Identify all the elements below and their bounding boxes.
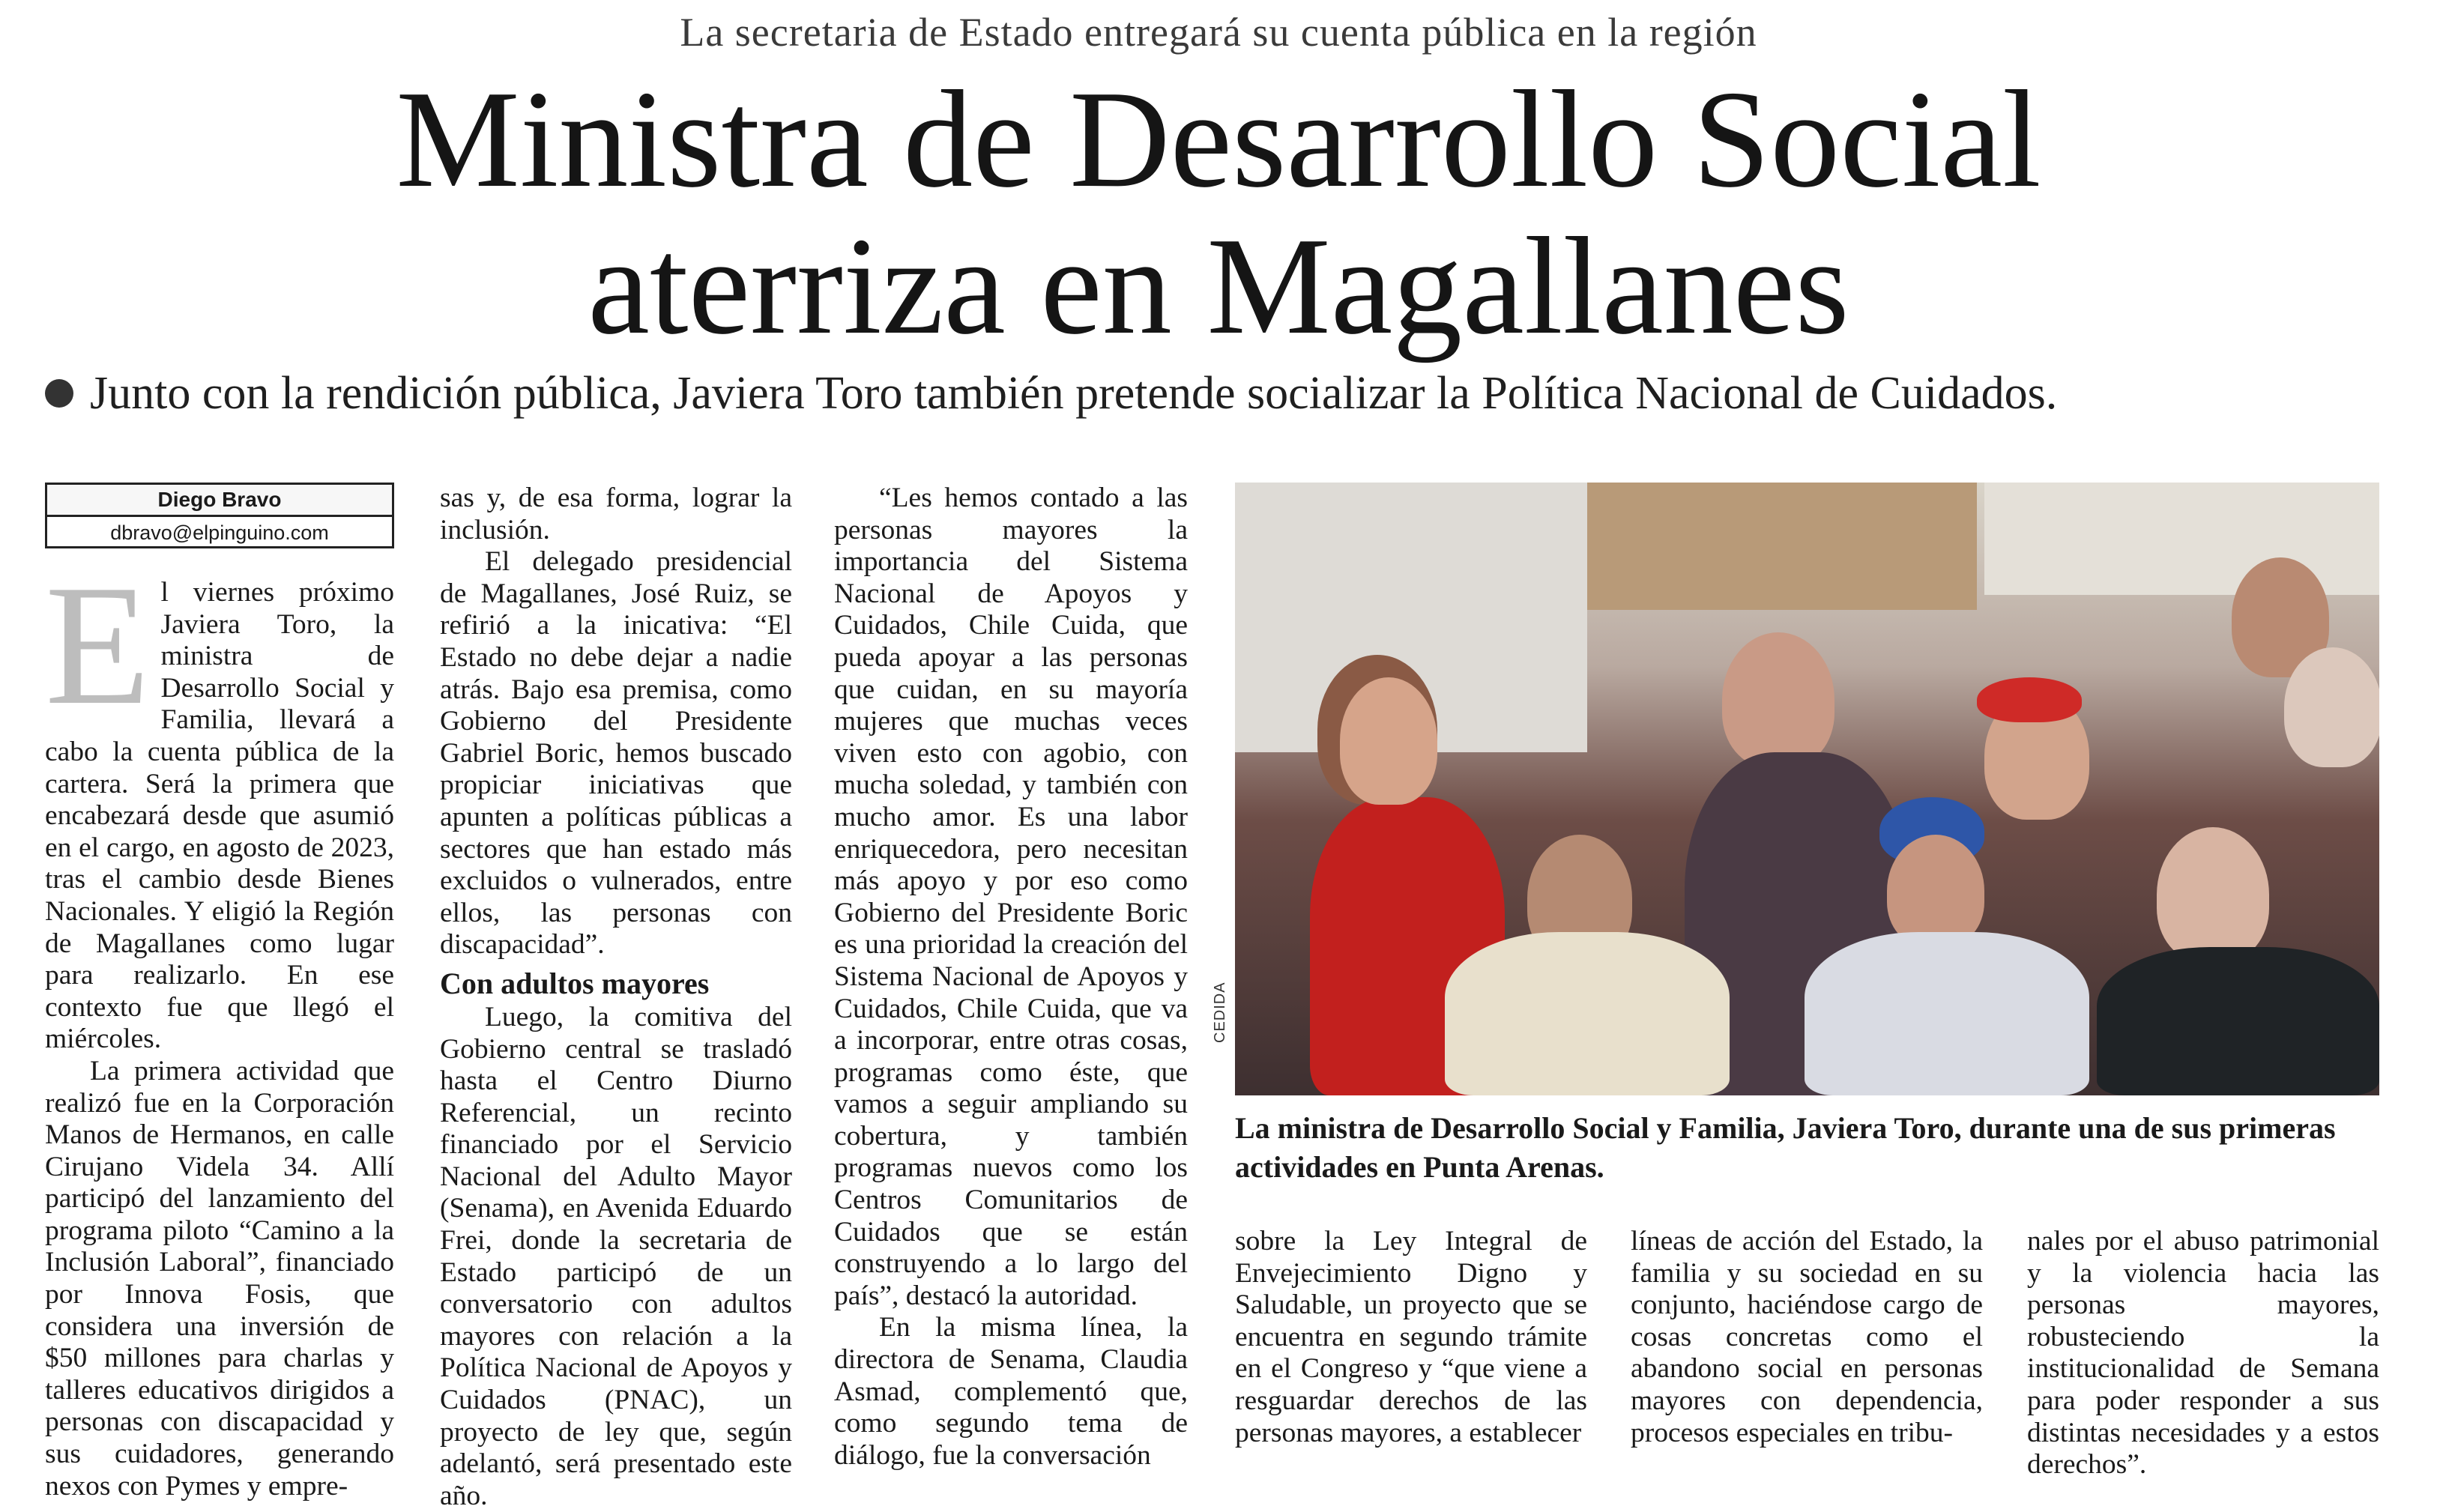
photo-caption: La ministra de Desarrollo Social y Familia, Javiera Toro, durante una de sus primeras actividades en Punta Arenas. [1235,1111,2336,1184]
kicker: La secretaria de Estado entregará su cuenta pública en la región [680,10,1757,55]
dek-text: Junto con la rendición pública, Javiera Toro también pretende socializar la Política Nacional de Cuidados. [90,368,2058,419]
paragraph: nales por el abuso patrimonial y la violencia hacia las personas mayores, robusteciendo la institucionalidad de Semana para poder responder a sus distintas necesidades y a estos derechos”. [2027,1226,2379,1481]
photo-window [1984,483,2379,595]
byline-email[interactable]: dbravo@elpinguino.com [110,521,329,544]
subheading: Con adultos mayores [440,966,710,1000]
article-column-3 [834,483,1188,1472]
article-column-2 [440,483,792,1512]
paragraph-text: l viernes próximo Javiera Toro, la ministra de Desarrollo Social y Familia, llevará a cabo la cuenta pública de la cartera. Será la primera que encabezará desde que asumió en el cargo, en agosto de 2023, tras el cambio desde Bienes Nacionales. Y eligió la Región de Magallanes como lugar para realizarlo. En ese contexto fue que llegó el miércoles. [45,577,394,1055]
headline [0,62,2437,363]
article-column-4 [1235,1226,1587,1449]
photo-person [2097,947,2379,1095]
paragraph: El delegado presidencial de Magallanes, José Ruiz, se refirió a la inicativa: “El Estado no debe dejar a nadie atrás. Bajo esa premisa, como Gobierno del Presidente Gabriel Boric, hemos buscado propiciar iniciativas que apunten a políticas públicas a sectores que han estado más excluidos o vulnerados, entre ellos, las personas con discapacidad”. [440,546,792,961]
paragraph: líneas de acción del Estado, la familia y su sociedad en su conjunto, haciéndose cargo de cosas concretas como el abandono social en personas mayores con dependencia, procesos especiales en tribu- [1631,1226,1983,1448]
paragraph: La primera actividad que realizó fue en la Corporación Manos de Hermanos, en calle Cirujano Videla 34. Allí participó del lanzamiento del programa piloto “Camino a la Inclusión Laboral”, financiado por Innova Fosis, que considera una inversión de $50 millones para charlas y talleres educativos dirigidos a personas con discapacidad y sus cuidadores, generando nexos con Pymes y empre- [45,1055,394,1502]
paragraph: Luego, la comitiva del Gobierno central se trasladó hasta el Centro Diurno Referencial, un recinto financiado por el Servicio Nacional del Adulto Mayor (Senama), en Avenida Eduardo Frei, donde la secretaria de Estado participó de un conversatorio con adultos mayores con relación a la Política Nacional de Apoyos y Cuidados (PNAC), un proyecto de ley que, según adelantó, será presentado este año. [440,1001,792,1511]
photo-person [1445,932,1730,1095]
photo-person [1887,835,1984,947]
headline-line-2: aterriza en Magallanes [588,209,1849,363]
byline-name: Diego Bravo [47,485,392,517]
photo-person [1805,932,2089,1095]
article-photo [1235,483,2379,1095]
paragraph [45,549,394,1056]
photo-person [1722,632,1834,767]
paragraph: “Les hemos contado a las personas mayores la importancia del Sistema Nacional de Apoyos y Cuidados, Chile Cuida, que pueda apoyar a las personas que cuidan, en su mayoría mujeres que muchas veces viven esto con agobio, con mucha soledad, y también con mucho amor. Es una labor enriquecedora, pero necesitan más apoyo y por eso como Gobierno del Presidente Boric es una prioridad la creación del Sistema Nacional de Apoyos y Cuidados, Chile Cuida, que va a incorporar, entre otras cosas, programas como éste, que vamos a seguir ampliando su cobertura, y también programas nuevos como los Centros Comunitarios de Cuidados que se están construyendo a lo largo del país”, destacó la autoridad. [834,483,1188,1311]
bullet-icon [45,379,73,408]
paragraph: sas y, de esa forma, lograr la inclusión. [440,483,792,545]
paragraph: En la misma línea, la directora de Senama, Claudia Asmad, complementó que, como segundo tema de diálogo, fue la conversación [834,1312,1188,1471]
byline-box [45,483,394,548]
photo-person [1977,677,2082,722]
article-column-5 [1631,1226,1983,1449]
article-column-6 [2027,1226,2379,1481]
photo-person [2157,827,2269,962]
paragraph: sobre la Ley Integral de Envejecimiento Digno y Saludable, un proyecto que se encuentra en segundo trámite en el Congreso y “que viene a resguardar derechos de las personas mayores, a establecer [1235,1226,1587,1448]
photo-person [1340,677,1437,805]
dek [45,367,2406,420]
photo-person [2284,647,2379,767]
photo-bulletin-board [1587,483,1977,610]
drop-cap: E [45,549,151,740]
photo-credit: CEDIDA [1212,982,1228,1043]
headline-line-1: Ministra de Desarrollo Social [396,62,2041,217]
article-column-1 [45,549,394,1502]
